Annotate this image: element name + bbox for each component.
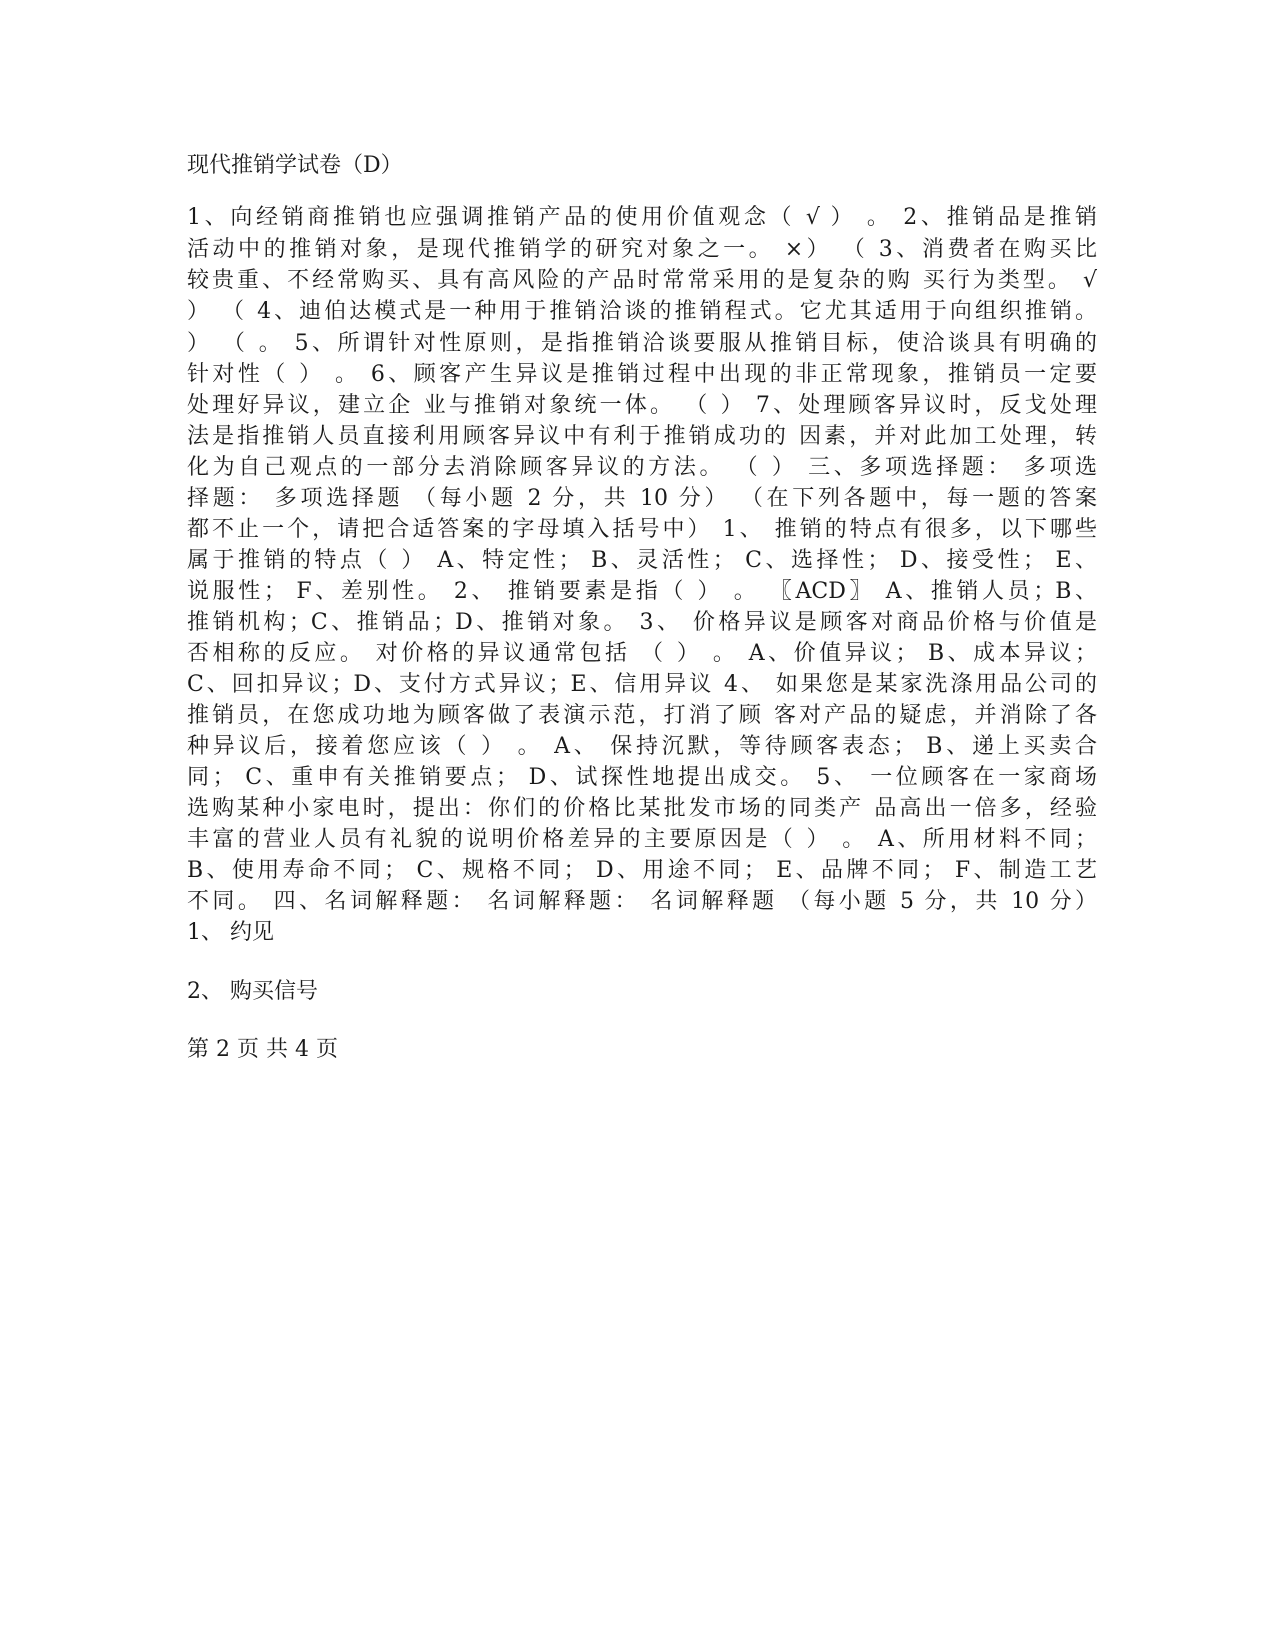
body-line: 推销员，在您成功地为顾客做了表演示范，打消了顾 客对产品的疑虑，并消除了各 [187,703,1097,728]
page-footer: 第 2 页 共 4 页 [187,1037,338,1062]
body-line: 否相称的反应。 对价格的异议通常包括 （ ） 。 A、价值异议； B、成本异议； [187,641,1097,666]
body-line: 活动中的推销对象，是现代推销学的研究对象之一。 ×） （ 3、消费者在购买比 [187,237,1097,262]
body-line: B、使用寿命不同； C、规格不同； D、用途不同； E、品牌不同； F、制造工艺 [187,858,1097,883]
document-title: 现代推销学试卷（D） [187,153,403,178]
body-line: 都不止一个，请把合适答案的字母填入括号中） 1、 推销的特点有很多，以下哪些 [187,517,1097,542]
body-line: 1、 约见 [187,920,274,945]
body-line: 较贵重、不经常购买、具有高风险的产品时常常采用的是复杂的购 买行为类型。 √ [187,268,1097,293]
body-line: 针对性（ ） 。 6、顾客产生异议是推销过程中出现的非正常现象，推销员一定要 [187,362,1097,387]
body-line: ） （ 。 5、所谓针对性原则，是指推销洽谈要服从推销目标，使洽谈具有明确的 [187,331,1097,356]
body-line: 推销机构；C、推销品；D、推销对象。 3、 价格异议是顾客对商品价格与价值是 [187,610,1097,635]
body-line: 种异议后，接着您应该（ ） 。 A、 保持沉默，等待顾客表态； B、递上买卖合 [187,734,1097,759]
body-line: 法是指推销人员直接利用顾客异议中有利于推销成功的 因素，并对此加工处理，转 [187,424,1097,449]
term-item: 2、 购买信号 [187,979,318,1004]
body-line: 丰富的营业人员有礼貌的说明价格差异的主要原因是（ ） 。 A、所用材料不同； [187,827,1097,852]
body-line: 化为自己观点的一部分去消除顾客异议的方法。 （ ） 三、多项选择题： 多项选 [187,455,1097,480]
body-line: 1、向经销商推销也应强调推销产品的使用价值观念（ √ ） 。 2、推销品是推销 [187,205,1097,230]
body-line: C、回扣异议；D、支付方式异议；E、信用异议 4、 如果您是某家洗涤用品公司的 [187,672,1097,697]
body-line: 说服性； F、差别性。 2、 推销要素是指（ ） 。 〖ACD〗 A、推销人员；B、 [187,579,1097,604]
body-line: 选购某种小家电时，提出：你们的价格比某批发市场的同类产 品高出一倍多，经验 [187,796,1097,821]
body-line: 同； C、重申有关推销要点； D、试探性地提出成交。 5、 一位顾客在一家商场 [187,765,1097,790]
body-line: ） （ 4、迪伯达模式是一种用于推销洽谈的推销程式。它尤其适用于向组织推销。 [187,299,1097,324]
body-line: 择题： 多项选择题 （每小题 2 分，共 10 分） （在下列各题中，每一题的答案 [187,486,1097,511]
body-line: 不同。 四、名词解释题： 名词解释题： 名词解释题 （每小题 5 分，共 10 分） [187,889,1097,914]
body-line: 处理好异议，建立企 业与推销对象统一体。 （ ） 7、处理顾客异议时，反戈处理 [187,393,1097,418]
body-line: 属于推销的特点（ ） A、特定性； B、灵活性； C、选择性； D、接受性； E、 [187,548,1097,573]
